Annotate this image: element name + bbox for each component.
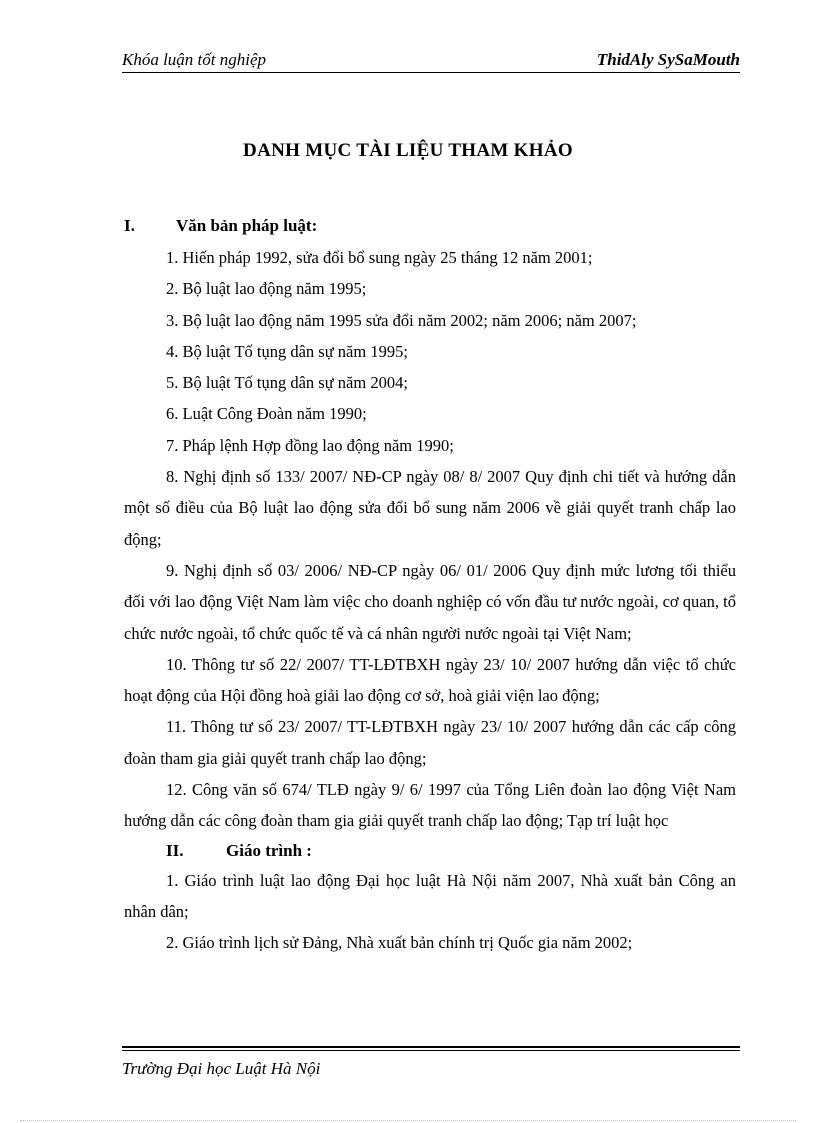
page-footer <box>122 1046 740 1079</box>
list-item: 9. Nghị định số 03/ 2006/ NĐ-CP ngày 06/ 01/ 2006 Quy định mức lương tối thiểu đối với lao động Việt Nam làm việc cho doanh nghiệp có vốn đầu tư nước ngoài, cơ quan, tổ chức nước ngoài, tổ chức quốc tế và cá nhân người nước ngoài tại Việt Nam; <box>124 560 736 643</box>
list-item: 5. Bộ luật Tố tụng dân sự năm 2004; <box>166 373 408 393</box>
list-item: 8. Nghị định số 133/ 2007/ NĐ-CP ngày 08/ 8/ 2007 Quy định chi tiết và hướng dẫn một số điều của Bộ luật lao động sửa đổi bổ sung năm 2006 về giải quyết tranh chấp lao động; <box>124 467 736 549</box>
list-item: 1. Hiến pháp 1992, sửa đổi bổ sung ngày 25 tháng 12 năm 2001; <box>166 248 593 267</box>
section-number: II. <box>166 840 184 860</box>
footer-rule <box>122 1050 740 1051</box>
section-heading-legal-documents <box>124 212 736 240</box>
page-edge <box>20 1120 796 1121</box>
section-number: I. <box>124 216 135 235</box>
footer-institution: Trường Đại học Luật Hà Nội <box>122 1059 321 1078</box>
page-title: DANH MỤC TÀI LIỆU THAM KHẢO <box>243 140 573 161</box>
page-header <box>122 48 740 74</box>
section-title: Giáo trình : <box>226 840 312 860</box>
list-item: 4. Bộ luật Tố tụng dân sự năm 1995; <box>166 341 408 361</box>
list-item: 2. Bộ luật lao động năm 1995; <box>166 279 367 299</box>
header-author: ThidAly SySaMouth <box>596 50 740 69</box>
footer-rule <box>122 1046 740 1048</box>
list-item: 3. Bộ luật lao động năm 1995 sửa đổi năm 2002; năm 2006; năm 2007; <box>166 310 637 330</box>
section-title: Văn bản pháp luật: <box>176 216 318 235</box>
list-item: 11. Thông tư số 23/ 2007/ TT-LĐTBXH ngày 23/ 10/ 2007 hướng dẫn các cấp công đoàn tham gia giải quyết tranh chấp lao động; <box>124 717 736 768</box>
list-item: 6. Luật Công Đoàn năm 1990; <box>166 404 367 424</box>
list-item: 1. Giáo trình luật lao động Đại học luật Hà Nội năm 2007, Nhà xuất bản Công an nhân dân; <box>124 870 736 921</box>
reference-list <box>124 212 736 959</box>
section-heading-textbooks <box>124 837 736 865</box>
list-item: 2. Giáo trình lịch sử Đảng, Nhà xuất bản chính trị Quốc gia năm 2002; <box>166 933 633 953</box>
header-rule <box>122 72 740 73</box>
list-item: 7. Pháp lệnh Hợp đồng lao động năm 1990; <box>166 435 454 455</box>
header-document-type: Khóa luận tốt nghiệp <box>122 50 267 69</box>
list-item: 12. Công văn số 674/ TLĐ ngày 9/ 6/ 1997 của Tổng Liên đoàn lao động Việt Nam hướng dẫn các công đoàn tham gia giải quyết tranh chấp lao động; Tạp trí luật học <box>124 780 736 831</box>
list-item: 10. Thông tư số 22/ 2007/ TT-LĐTBXH ngày 23/ 10/ 2007 hướng dẫn việc tổ chức hoạt động của Hội đồng hoà giải lao động cơ sở, hoà giải viện lao động; <box>124 654 736 706</box>
